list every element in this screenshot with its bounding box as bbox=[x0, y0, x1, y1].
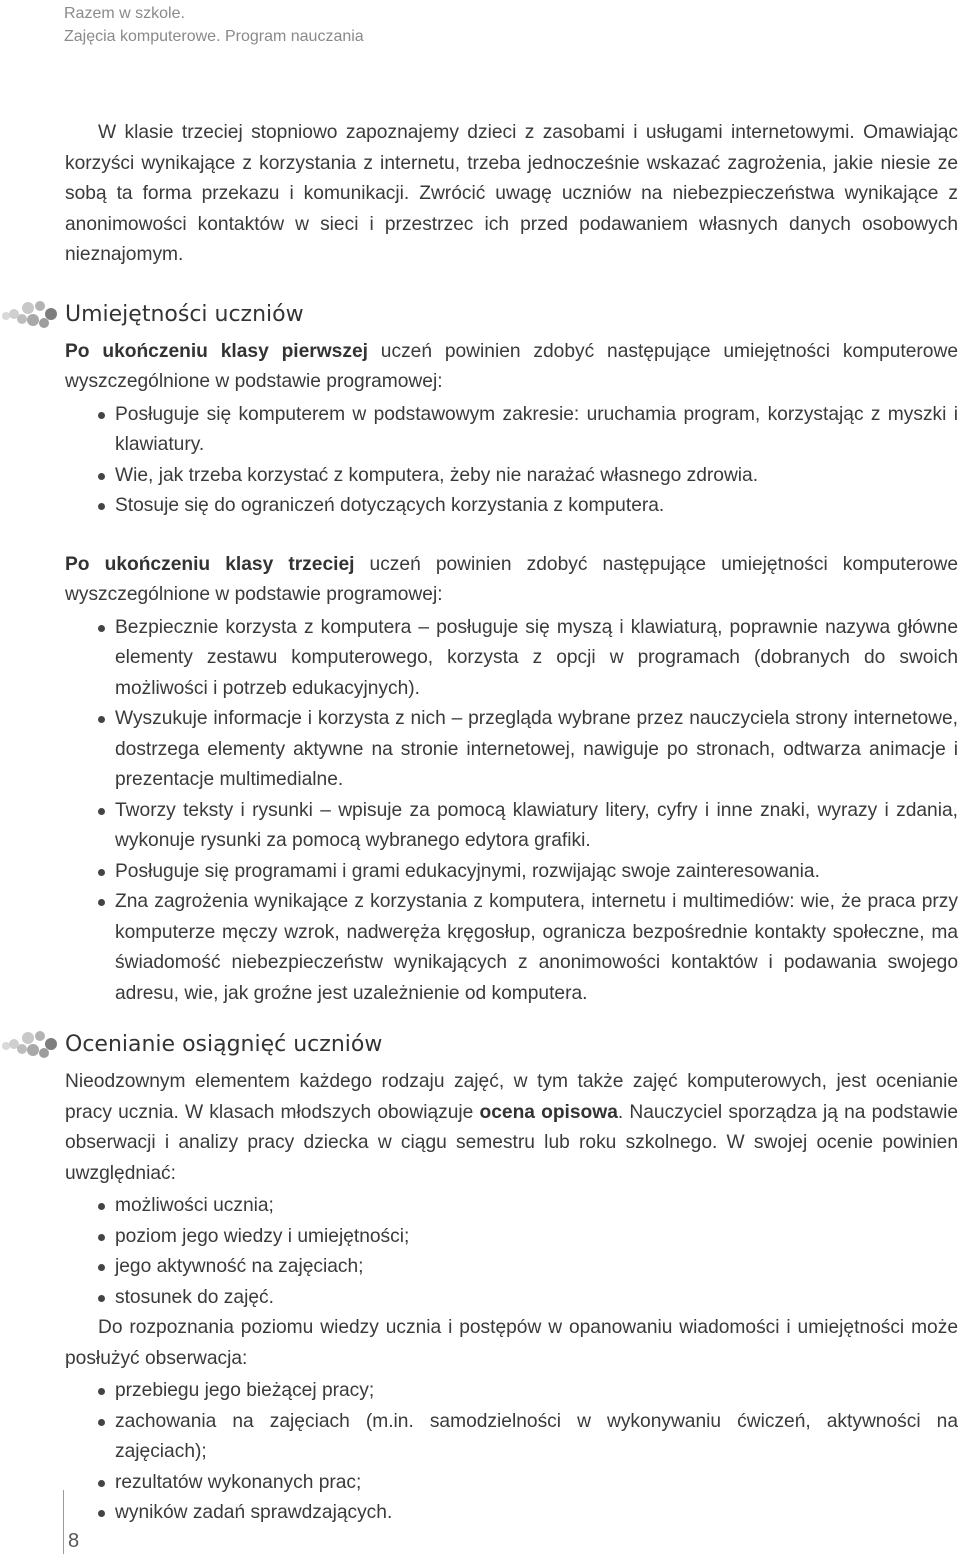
list-item: Wyszukuje informacje i korzysta z nich – przegląda wybrane przez nauczyciela strony internetowe, dostrzega elementy aktywne na stronie internetowej, nawiguje po stronach, odtwarza animacje i prezentacje multimedialne. bbox=[115, 704, 958, 796]
list-item: Tworzy teksty i rysunki – wpisuje za pomocą klawiatury litery, cyfry i inne znaki, wyrazy i zdania, wykonuje rysunki za pomocą wybranego edytora grafiki. bbox=[115, 796, 958, 857]
list-item: możliwości ucznia; bbox=[115, 1191, 958, 1222]
bubbles-icon bbox=[0, 299, 62, 335]
section-heading bbox=[65, 1027, 958, 1067]
skills-list-grade3 bbox=[65, 613, 958, 1010]
list-item: Posługuje się komputerem w podstawowym zakresie: uruchamia program, korzystając z myszki i klawiatury. bbox=[115, 400, 958, 461]
page-content bbox=[65, 118, 958, 1529]
list-item: Posługuje się programami i grami edukacyjnymi, rozwijając swoje zainteresowania. bbox=[115, 857, 958, 888]
header-series-title: Razem w szkole. bbox=[64, 5, 185, 22]
text-run: Nieodzownym elementem każdego rodzaju zajęć, w tym także zajęć komputerowych, jest ocenianie pracy ucznia. W klasach młodszych obowiązuje bbox=[65, 1071, 958, 1123]
running-header bbox=[64, 2, 364, 48]
list-item: przebiegu jego bieżącej pracy; bbox=[115, 1376, 958, 1407]
list-item: Stosuje się do ograniczeń dotyczących korzystania z komputera. bbox=[115, 491, 958, 522]
list-item: Bezpiecznie korzysta z komputera – posługuje się myszą i klawiaturą, poprawnie nazywa główne elementy zestawu komputerowego, korzysta z opcji w programach (dobranych do swoich możliwości i potrzeb edukacyjnych). bbox=[115, 613, 958, 705]
list-item: rezultatów wykonanych prac; bbox=[115, 1468, 958, 1499]
section-skills bbox=[65, 297, 958, 1010]
list-item: stosunek do zajęć. bbox=[115, 1283, 958, 1314]
skills-list-grade1 bbox=[65, 400, 958, 522]
lead-bold: Po ukończeniu klasy pierwszej bbox=[65, 340, 368, 362]
skills-lead-grade1 bbox=[65, 337, 958, 398]
intro-paragraph: W klasie trzeciej stopniowo zapoznajemy dzieci z zasobami i usługami internetowymi. Omawiając korzyści wynikające z korzystania z internetu, trzeba jednocześnie wskazać zagrożenia, jakie niesie ze sobą ta forma przekazu i komunikacji. Zwrócić uwagę uczniów na niebezpieczeństwa wynikające z anonimowości kontaktów w sieci i przestrzec ich przed podawaniem własnych danych osobowych nieznajomym. bbox=[65, 122, 958, 265]
list-item: Wie, jak trzeba korzystać z komputera, żeby nie narażać własnego zdrowia. bbox=[115, 461, 958, 492]
lead-bold: Po ukończeniu klasy trzeciej bbox=[65, 553, 355, 575]
section-title: Ocenianie osiągnięć uczniów bbox=[65, 1032, 383, 1057]
page-number-divider bbox=[63, 1490, 64, 1554]
page-number: 8 bbox=[68, 1530, 80, 1552]
observation-list bbox=[65, 1376, 958, 1529]
skills-lead-grade3 bbox=[65, 550, 958, 611]
header-book-title: Zajęcia komputerowe. Program nauczania bbox=[64, 28, 364, 45]
section-title: Umiejętności uczniów bbox=[65, 301, 304, 327]
assessment-criteria-list bbox=[65, 1191, 958, 1313]
list-item: Zna zagrożenia wynikające z korzystania z komputera, internetu i multimediów: wie, że praca przy komputerze męczy wzrok, nadweręża kręgosłup, ogranicza bezpośrednie kontakty społeczne, ma świadomość niebezpieczeństw wynikających z anonimowości kontaktów i podawania swojego adresu, wie, jak groźne jest uzależnienie od komputera. bbox=[115, 887, 958, 1009]
bubbles-icon bbox=[0, 1029, 62, 1065]
assessment-paragraph-2: Do rozpoznania poziomu wiedzy ucznia i postępów w opanowaniu wiadomości i umiejętności może posłużyć obserwacja: bbox=[65, 1317, 958, 1369]
lead-text: uczeń powinien zdobyć następujące umiejętności komputerowe wyszczególnione w podstawie programowej: bbox=[65, 340, 959, 392]
list-item: poziom jego wiedzy i umiejętności; bbox=[115, 1222, 958, 1253]
list-item: wyników zadań sprawdzających. bbox=[115, 1498, 958, 1529]
spacer bbox=[65, 522, 958, 550]
text-bold: ocena opisowa bbox=[479, 1101, 618, 1123]
section-heading bbox=[65, 297, 958, 337]
text-run: . Nauczyciel sporządza ją na podstawie obserwacji i analizy pracy dziecka w ciągu semestru lub roku szkolnego. W swojej ocenie powinien uwzględniać: bbox=[65, 1101, 959, 1184]
assessment-paragraph-1 bbox=[65, 1067, 958, 1189]
list-item: zachowania na zajęciach (m.in. samodzielności w wykonywaniu ćwiczeń, aktywności na zajęciach); bbox=[115, 1407, 958, 1468]
lead-text: uczeń powinien zdobyć następujące umiejętności komputerowe wyszczególnione w podstawie programowej: bbox=[65, 553, 958, 605]
list-item: jego aktywność na zajęciach; bbox=[115, 1252, 958, 1283]
section-assessment bbox=[65, 1027, 958, 1529]
